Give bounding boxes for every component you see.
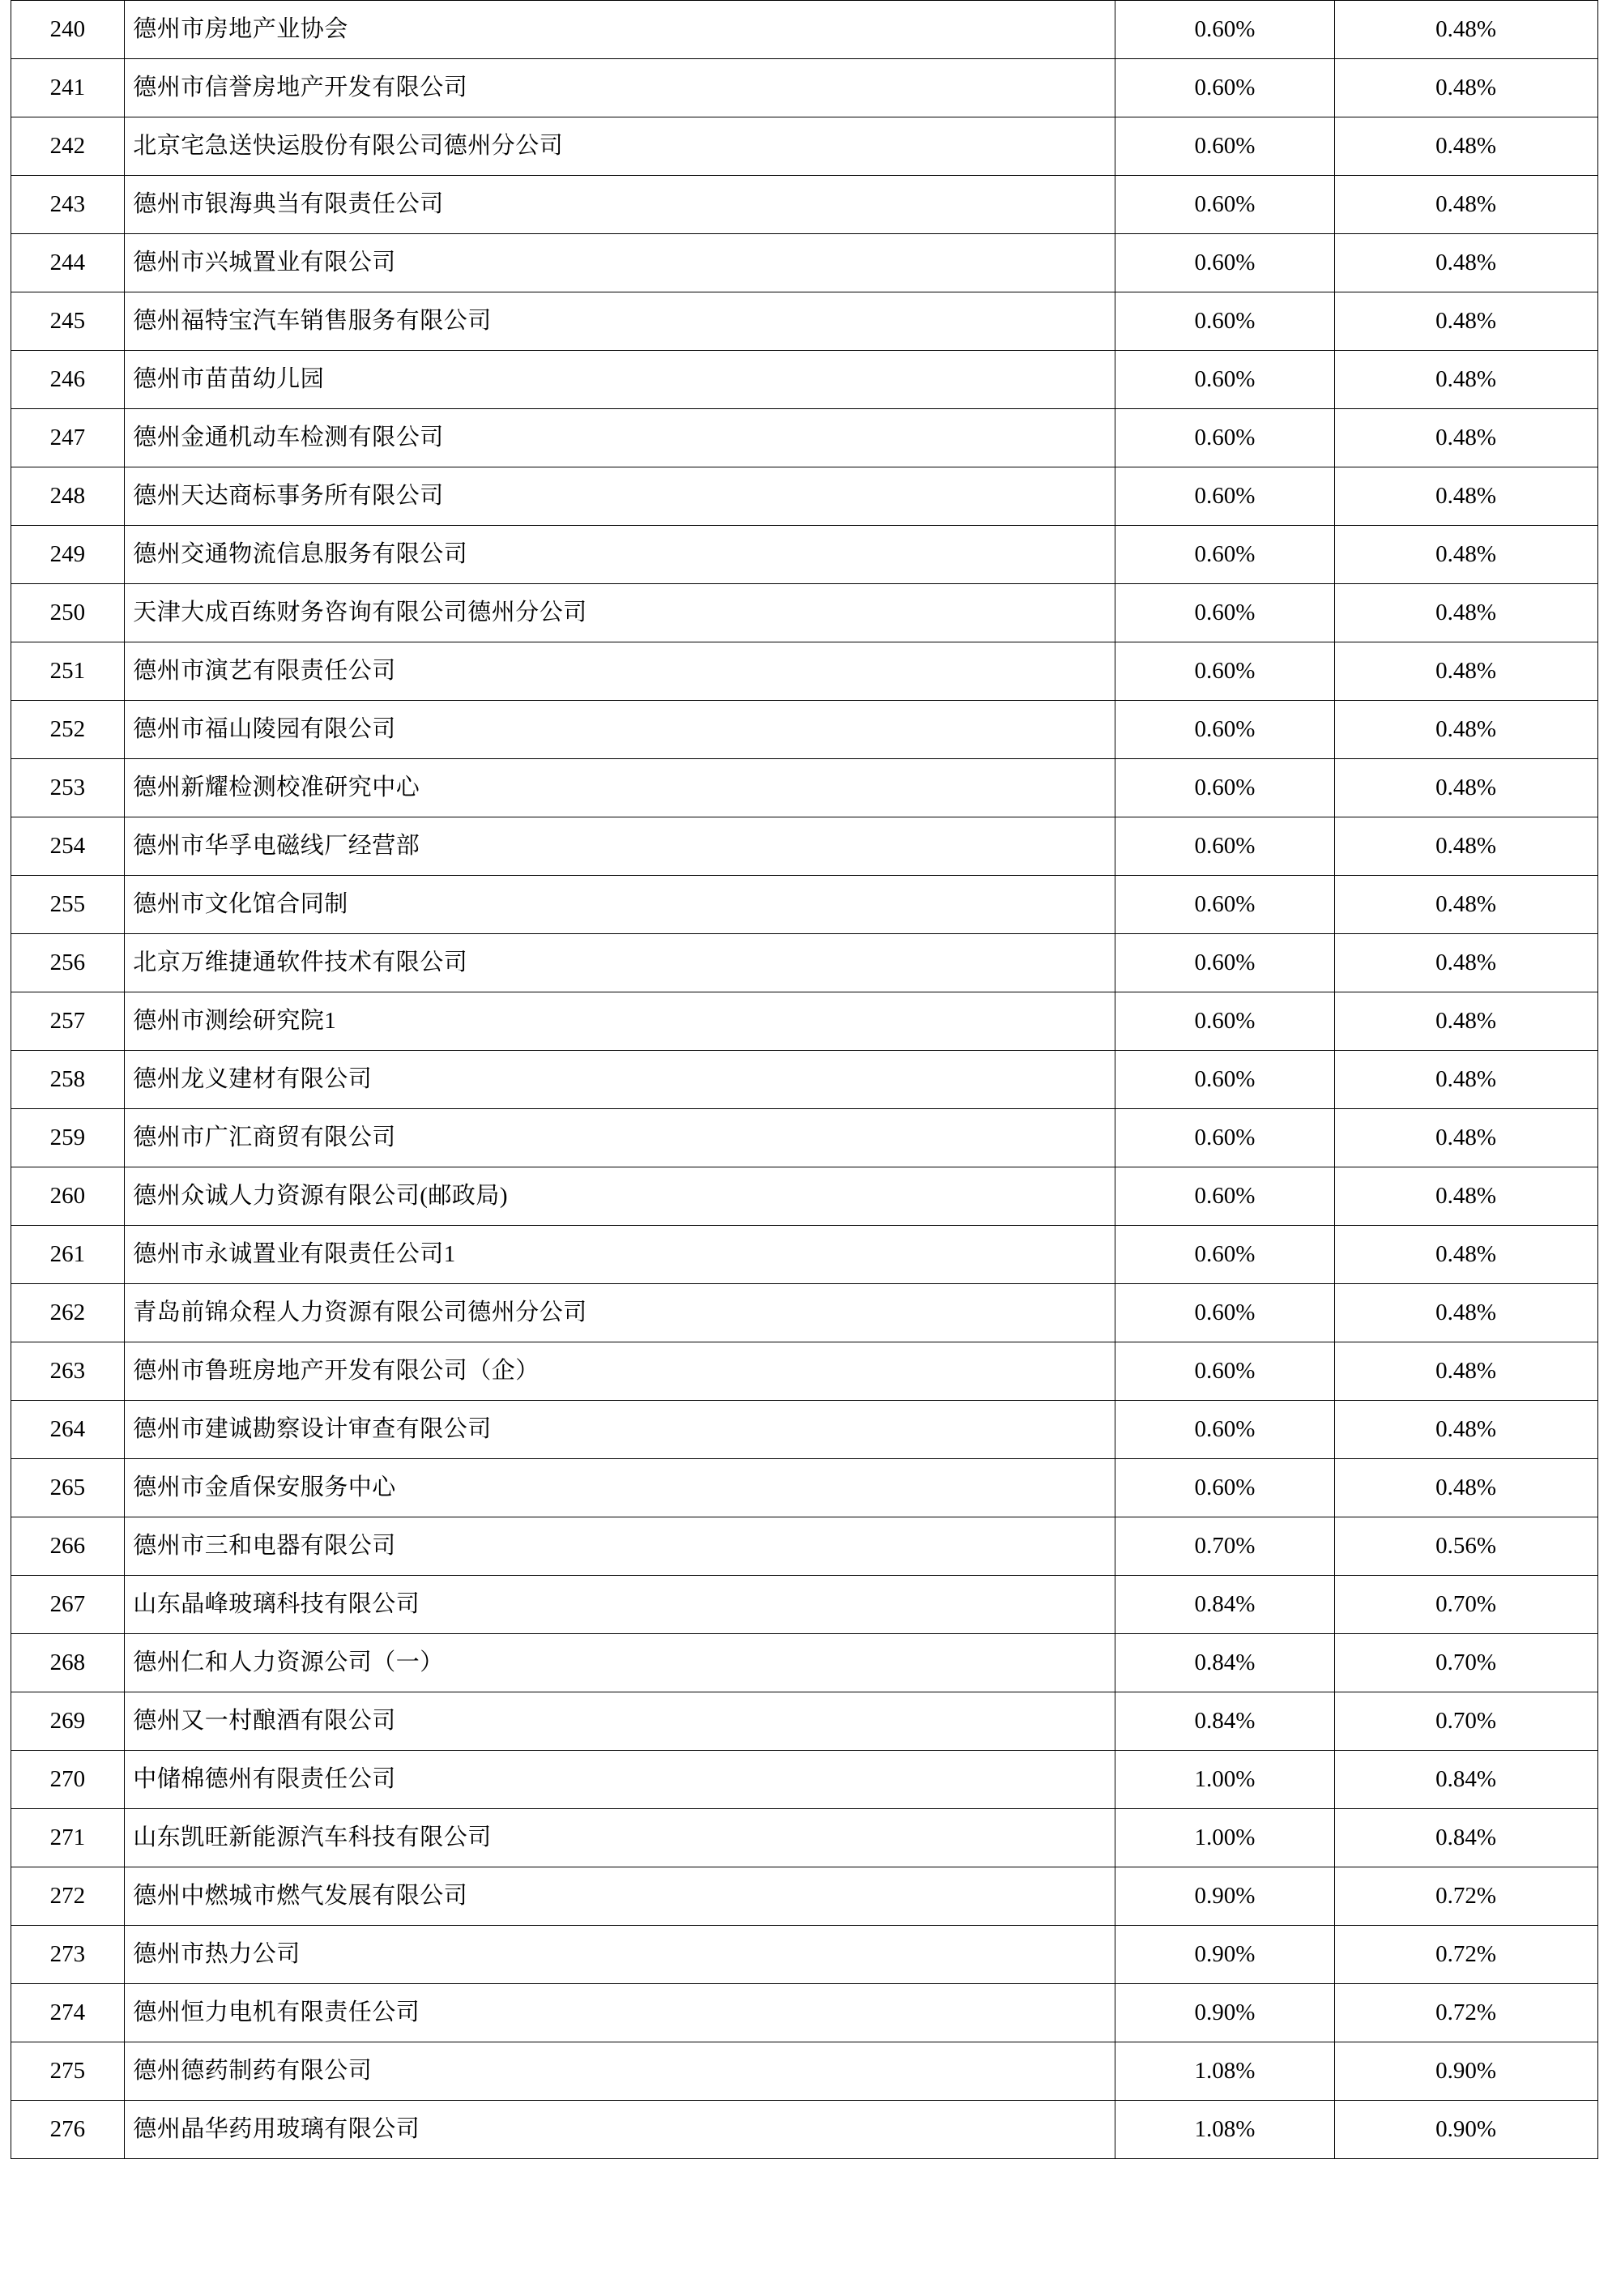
table-row xyxy=(11,1926,1597,1984)
table-row xyxy=(11,1167,1597,1226)
row-index-cell: 267 xyxy=(11,1576,125,1634)
rate-primary-cell: 0.60% xyxy=(1115,1401,1335,1459)
rate-primary-cell: 0.60% xyxy=(1115,1167,1335,1226)
table-row xyxy=(11,1517,1597,1576)
rate-secondary-cell: 0.48% xyxy=(1334,642,1597,701)
row-index-cell: 250 xyxy=(11,584,125,642)
row-index-cell: 258 xyxy=(11,1051,125,1109)
rate-primary-cell: 0.60% xyxy=(1115,409,1335,467)
row-index-cell: 257 xyxy=(11,992,125,1051)
table-row xyxy=(11,117,1597,176)
row-index-cell: 264 xyxy=(11,1401,125,1459)
rate-secondary-cell: 0.48% xyxy=(1334,117,1597,176)
company-name-cell: 德州市演艺有限责任公司 xyxy=(125,642,1115,701)
company-name-cell: 德州德药制药有限公司 xyxy=(125,2042,1115,2101)
rate-primary-cell: 0.60% xyxy=(1115,1,1335,59)
rate-primary-cell: 0.60% xyxy=(1115,584,1335,642)
table-row xyxy=(11,526,1597,584)
rate-primary-cell: 0.60% xyxy=(1115,1284,1335,1342)
row-index-cell: 242 xyxy=(11,117,125,176)
rate-secondary-cell: 0.48% xyxy=(1334,351,1597,409)
rate-secondary-cell: 0.48% xyxy=(1334,292,1597,351)
table-row xyxy=(11,992,1597,1051)
company-name-cell: 德州市苗苗幼儿园 xyxy=(125,351,1115,409)
row-index-cell: 249 xyxy=(11,526,125,584)
row-index-cell: 247 xyxy=(11,409,125,467)
company-name-cell: 德州市福山陵园有限公司 xyxy=(125,701,1115,759)
rate-primary-cell: 0.60% xyxy=(1115,467,1335,526)
table-row xyxy=(11,409,1597,467)
company-name-cell: 德州龙义建材有限公司 xyxy=(125,1051,1115,1109)
rate-secondary-cell: 0.48% xyxy=(1334,409,1597,467)
table-row xyxy=(11,584,1597,642)
rate-primary-cell: 0.60% xyxy=(1115,642,1335,701)
company-rate-table xyxy=(11,0,1598,2159)
rate-primary-cell: 0.60% xyxy=(1115,351,1335,409)
company-name-cell: 德州市金盾保安服务中心 xyxy=(125,1459,1115,1517)
row-index-cell: 243 xyxy=(11,176,125,234)
table-row xyxy=(11,292,1597,351)
rate-primary-cell: 1.00% xyxy=(1115,1809,1335,1867)
row-index-cell: 255 xyxy=(11,876,125,934)
table-row xyxy=(11,467,1597,526)
table-row xyxy=(11,1401,1597,1459)
rate-secondary-cell: 0.48% xyxy=(1334,1,1597,59)
table-row xyxy=(11,1751,1597,1809)
company-name-cell: 德州市文化馆合同制 xyxy=(125,876,1115,934)
company-name-cell: 德州晶华药用玻璃有限公司 xyxy=(125,2101,1115,2159)
row-index-cell: 254 xyxy=(11,817,125,876)
rate-secondary-cell: 0.90% xyxy=(1334,2101,1597,2159)
row-index-cell: 248 xyxy=(11,467,125,526)
rate-primary-cell: 0.60% xyxy=(1115,1459,1335,1517)
table-row xyxy=(11,234,1597,292)
table-row xyxy=(11,1634,1597,1692)
rate-secondary-cell: 0.48% xyxy=(1334,759,1597,817)
rate-secondary-cell: 0.84% xyxy=(1334,1751,1597,1809)
company-name-cell: 德州众诚人力资源有限公司(邮政局) xyxy=(125,1167,1115,1226)
company-name-cell: 德州市信誉房地产开发有限公司 xyxy=(125,59,1115,117)
row-index-cell: 266 xyxy=(11,1517,125,1576)
table-row xyxy=(11,1284,1597,1342)
company-name-cell: 德州市永诚置业有限责任公司1 xyxy=(125,1226,1115,1284)
table-row xyxy=(11,2101,1597,2159)
table-row xyxy=(11,701,1597,759)
rate-secondary-cell: 0.70% xyxy=(1334,1634,1597,1692)
company-name-cell: 青岛前锦众程人力资源有限公司德州分公司 xyxy=(125,1284,1115,1342)
row-index-cell: 260 xyxy=(11,1167,125,1226)
company-name-cell: 山东凯旺新能源汽车科技有限公司 xyxy=(125,1809,1115,1867)
rate-secondary-cell: 0.48% xyxy=(1334,1109,1597,1167)
row-index-cell: 274 xyxy=(11,1984,125,2042)
rate-primary-cell: 0.60% xyxy=(1115,1342,1335,1401)
company-name-cell: 德州新耀检测校准研究中心 xyxy=(125,759,1115,817)
rate-primary-cell: 1.08% xyxy=(1115,2042,1335,2101)
rate-secondary-cell: 0.70% xyxy=(1334,1576,1597,1634)
row-index-cell: 265 xyxy=(11,1459,125,1517)
table-row xyxy=(11,59,1597,117)
rate-secondary-cell: 0.48% xyxy=(1334,1284,1597,1342)
table-row xyxy=(11,1459,1597,1517)
rate-secondary-cell: 0.48% xyxy=(1334,234,1597,292)
company-name-cell: 德州恒力电机有限责任公司 xyxy=(125,1984,1115,2042)
rate-primary-cell: 0.70% xyxy=(1115,1517,1335,1576)
company-name-cell: 北京宅急送快运股份有限公司德州分公司 xyxy=(125,117,1115,176)
rate-primary-cell: 1.08% xyxy=(1115,2101,1335,2159)
row-index-cell: 262 xyxy=(11,1284,125,1342)
rate-secondary-cell: 0.48% xyxy=(1334,992,1597,1051)
table-row xyxy=(11,1692,1597,1751)
row-index-cell: 270 xyxy=(11,1751,125,1809)
rate-secondary-cell: 0.48% xyxy=(1334,1167,1597,1226)
rate-secondary-cell: 0.72% xyxy=(1334,1984,1597,2042)
rate-primary-cell: 0.84% xyxy=(1115,1634,1335,1692)
row-index-cell: 269 xyxy=(11,1692,125,1751)
table-row xyxy=(11,642,1597,701)
company-name-cell: 德州市三和电器有限公司 xyxy=(125,1517,1115,1576)
rate-secondary-cell: 0.48% xyxy=(1334,176,1597,234)
rate-secondary-cell: 0.48% xyxy=(1334,1401,1597,1459)
rate-primary-cell: 0.84% xyxy=(1115,1576,1335,1634)
rate-primary-cell: 0.60% xyxy=(1115,1051,1335,1109)
rate-secondary-cell: 0.48% xyxy=(1334,1226,1597,1284)
table-row xyxy=(11,759,1597,817)
row-index-cell: 261 xyxy=(11,1226,125,1284)
row-index-cell: 252 xyxy=(11,701,125,759)
rate-secondary-cell: 0.48% xyxy=(1334,59,1597,117)
table-row xyxy=(11,1984,1597,2042)
rate-secondary-cell: 0.48% xyxy=(1334,1459,1597,1517)
company-name-cell: 德州仁和人力资源公司（一） xyxy=(125,1634,1115,1692)
row-index-cell: 240 xyxy=(11,1,125,59)
rate-primary-cell: 0.60% xyxy=(1115,176,1335,234)
table-row xyxy=(11,1342,1597,1401)
rate-primary-cell: 0.90% xyxy=(1115,1984,1335,2042)
table-row xyxy=(11,934,1597,992)
row-index-cell: 259 xyxy=(11,1109,125,1167)
rate-secondary-cell: 0.48% xyxy=(1334,467,1597,526)
rate-primary-cell: 0.90% xyxy=(1115,1926,1335,1984)
table-row xyxy=(11,176,1597,234)
row-index-cell: 253 xyxy=(11,759,125,817)
rate-secondary-cell: 0.48% xyxy=(1334,526,1597,584)
rate-primary-cell: 0.60% xyxy=(1115,1226,1335,1284)
company-name-cell: 德州金通机动车检测有限公司 xyxy=(125,409,1115,467)
table-row xyxy=(11,817,1597,876)
rate-primary-cell: 0.60% xyxy=(1115,526,1335,584)
company-name-cell: 德州市广汇商贸有限公司 xyxy=(125,1109,1115,1167)
company-name-cell: 德州市热力公司 xyxy=(125,1926,1115,1984)
rate-primary-cell: 0.60% xyxy=(1115,59,1335,117)
rate-primary-cell: 0.60% xyxy=(1115,759,1335,817)
rate-primary-cell: 0.60% xyxy=(1115,701,1335,759)
rate-primary-cell: 0.60% xyxy=(1115,817,1335,876)
company-name-cell: 北京万维捷通软件技术有限公司 xyxy=(125,934,1115,992)
row-index-cell: 256 xyxy=(11,934,125,992)
company-name-cell: 德州中燃城市燃气发展有限公司 xyxy=(125,1867,1115,1926)
rate-secondary-cell: 0.48% xyxy=(1334,817,1597,876)
table-row xyxy=(11,2042,1597,2101)
table-row xyxy=(11,1109,1597,1167)
row-index-cell: 272 xyxy=(11,1867,125,1926)
rate-primary-cell: 0.60% xyxy=(1115,292,1335,351)
table-row xyxy=(11,351,1597,409)
rate-secondary-cell: 0.48% xyxy=(1334,1051,1597,1109)
table-row xyxy=(11,1867,1597,1926)
rate-secondary-cell: 0.48% xyxy=(1334,584,1597,642)
rate-primary-cell: 0.84% xyxy=(1115,1692,1335,1751)
rate-secondary-cell: 0.84% xyxy=(1334,1809,1597,1867)
row-index-cell: 244 xyxy=(11,234,125,292)
row-index-cell: 241 xyxy=(11,59,125,117)
rate-secondary-cell: 0.72% xyxy=(1334,1867,1597,1926)
rate-primary-cell: 0.60% xyxy=(1115,934,1335,992)
company-name-cell: 德州市房地产业协会 xyxy=(125,1,1115,59)
company-name-cell: 德州天达商标事务所有限公司 xyxy=(125,467,1115,526)
table-row xyxy=(11,1051,1597,1109)
rate-primary-cell: 0.60% xyxy=(1115,876,1335,934)
row-index-cell: 263 xyxy=(11,1342,125,1401)
company-name-cell: 德州市建诚勘察设计审查有限公司 xyxy=(125,1401,1115,1459)
rate-secondary-cell: 0.48% xyxy=(1334,876,1597,934)
rate-secondary-cell: 0.48% xyxy=(1334,934,1597,992)
company-name-cell: 德州福特宝汽车销售服务有限公司 xyxy=(125,292,1115,351)
rate-secondary-cell: 0.48% xyxy=(1334,701,1597,759)
company-name-cell: 山东晶峰玻璃科技有限公司 xyxy=(125,1576,1115,1634)
company-name-cell: 德州市华孚电磁线厂经营部 xyxy=(125,817,1115,876)
rate-primary-cell: 0.60% xyxy=(1115,1109,1335,1167)
company-name-cell: 德州交通物流信息服务有限公司 xyxy=(125,526,1115,584)
company-name-cell: 德州市鲁班房地产开发有限公司（企） xyxy=(125,1342,1115,1401)
company-name-cell: 德州又一村酿酒有限公司 xyxy=(125,1692,1115,1751)
table-row xyxy=(11,1,1597,59)
rate-primary-cell: 0.60% xyxy=(1115,234,1335,292)
row-index-cell: 245 xyxy=(11,292,125,351)
company-name-cell: 天津大成百练财务咨询有限公司德州分公司 xyxy=(125,584,1115,642)
row-index-cell: 275 xyxy=(11,2042,125,2101)
rate-primary-cell: 0.60% xyxy=(1115,992,1335,1051)
table-body xyxy=(11,1,1597,2159)
rate-primary-cell: 1.00% xyxy=(1115,1751,1335,1809)
rate-secondary-cell: 0.48% xyxy=(1334,1342,1597,1401)
row-index-cell: 251 xyxy=(11,642,125,701)
table-row xyxy=(11,1226,1597,1284)
rate-primary-cell: 0.60% xyxy=(1115,117,1335,176)
company-name-cell: 德州市测绘研究院1 xyxy=(125,992,1115,1051)
table-row xyxy=(11,1809,1597,1867)
row-index-cell: 246 xyxy=(11,351,125,409)
row-index-cell: 271 xyxy=(11,1809,125,1867)
rate-primary-cell: 0.90% xyxy=(1115,1867,1335,1926)
table-row xyxy=(11,1576,1597,1634)
company-name-cell: 中储棉德州有限责任公司 xyxy=(125,1751,1115,1809)
rate-secondary-cell: 0.56% xyxy=(1334,1517,1597,1576)
row-index-cell: 276 xyxy=(11,2101,125,2159)
rate-secondary-cell: 0.90% xyxy=(1334,2042,1597,2101)
row-index-cell: 268 xyxy=(11,1634,125,1692)
company-name-cell: 德州市银海典当有限责任公司 xyxy=(125,176,1115,234)
row-index-cell: 273 xyxy=(11,1926,125,1984)
rate-secondary-cell: 0.70% xyxy=(1334,1692,1597,1751)
company-name-cell: 德州市兴城置业有限公司 xyxy=(125,234,1115,292)
rate-secondary-cell: 0.72% xyxy=(1334,1926,1597,1984)
table-row xyxy=(11,876,1597,934)
